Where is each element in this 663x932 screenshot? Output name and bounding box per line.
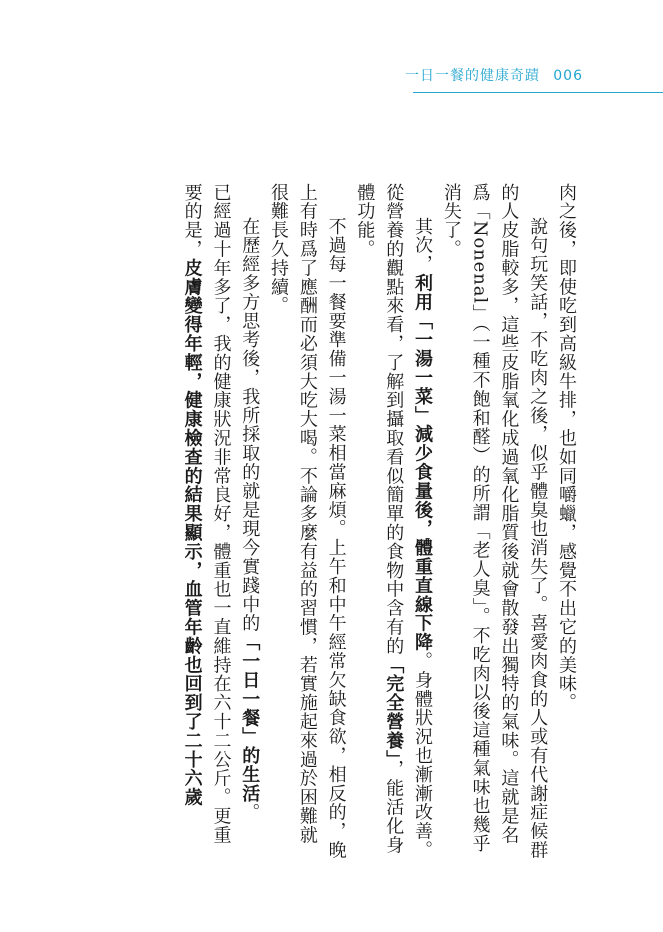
body-text: 其次， xyxy=(412,217,434,274)
body-text: 。 xyxy=(239,803,261,823)
body-text: ，能活化身體功能。 xyxy=(354,183,405,855)
page-number: 006 xyxy=(553,68,583,84)
body-text: 不過每一餐要準備一湯一菜相當麻煩。上午和中午經常欠缺食欲，相反的，晚上有時爲了應酬而必須大吃大喝。不論多麼有益的習慣，若實施起來過於困難就很難長久持續。 xyxy=(268,183,347,860)
book-title: 一日一餐的健康奇蹟 xyxy=(405,68,540,84)
header-rule xyxy=(413,92,663,93)
vertical-body-text xyxy=(110,183,580,863)
body-text: 在歷經多方思考後，我所採取的就是現今實踐中的 xyxy=(239,217,261,633)
paragraph xyxy=(551,183,580,863)
emphasis-text: 利用「一湯一菜」減少食量後，體重直線下降 xyxy=(412,273,434,652)
emphasis-text: 「完全營養」 xyxy=(383,655,405,760)
emphasis-text: 皮膚變得年輕，健康檢查的結果顯示，血管年齡也回到了二十六歲 xyxy=(181,258,203,807)
body-text: 。身體狀況也漸漸改善。從營養的觀點來看，了解到攝取看似簡單的食物中含有的 xyxy=(383,183,434,860)
body-text: 說句玩笑話，不吃肉之後，似乎體臭也消失了。喜愛肉食的人或有代謝症候群的人皮脂較多，這些皮脂氧化成過氧化脂質後就會散發出獨特的氣味。這就是名爲「Nonenal」（一種不飽和醛）的所謂「老人臭」。不吃肉以後這種氣味也幾乎消失了。 xyxy=(440,183,549,860)
paragraph xyxy=(263,183,349,863)
running-header xyxy=(0,66,663,96)
emphasis-text: 「一日一餐」的生活 xyxy=(239,633,261,804)
paragraph xyxy=(177,183,235,863)
paragraph xyxy=(350,183,436,863)
body-text: 肉之後，即使吃到高級牛排，也如同嚼蠟，感覺不出它的美味。 xyxy=(556,183,577,713)
paragraph xyxy=(234,183,263,863)
paragraph xyxy=(436,183,551,863)
body-text: 已經過十年多了，我的健康狀況非常良好，體重也一直維持在六十二公斤。更重要的是， xyxy=(181,183,232,845)
